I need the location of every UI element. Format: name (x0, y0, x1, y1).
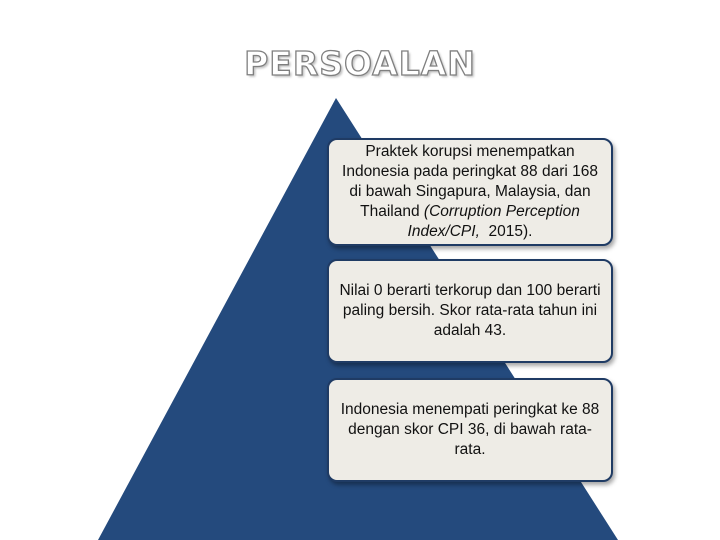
tier-box-2 (327, 259, 613, 363)
tier-box-3 (327, 378, 613, 482)
tier-1-tail: 2015). (488, 223, 533, 240)
slide-title: PERSOALAN (244, 44, 476, 83)
tier-1-main: Praktek korupsi menempatkan Indonesia pada peringkat 88 dari 168 di bawah Singapura, Malaysia, dan Thailand (342, 143, 598, 220)
tier-2-text: Nilai 0 berarti terkorup dan 100 berarti paling bersih. Skor rata-rata tahun ini adalah 43. (339, 282, 601, 339)
tier-1-text (337, 142, 603, 242)
tier-box-1 (327, 138, 613, 246)
tier-3-text: Indonesia menempati peringkat ke 88 dengan skor CPI 36, di bawah rata-rata. (340, 401, 600, 458)
tier-1-italic: (Corruption Perception Index/CPI, (407, 203, 580, 240)
